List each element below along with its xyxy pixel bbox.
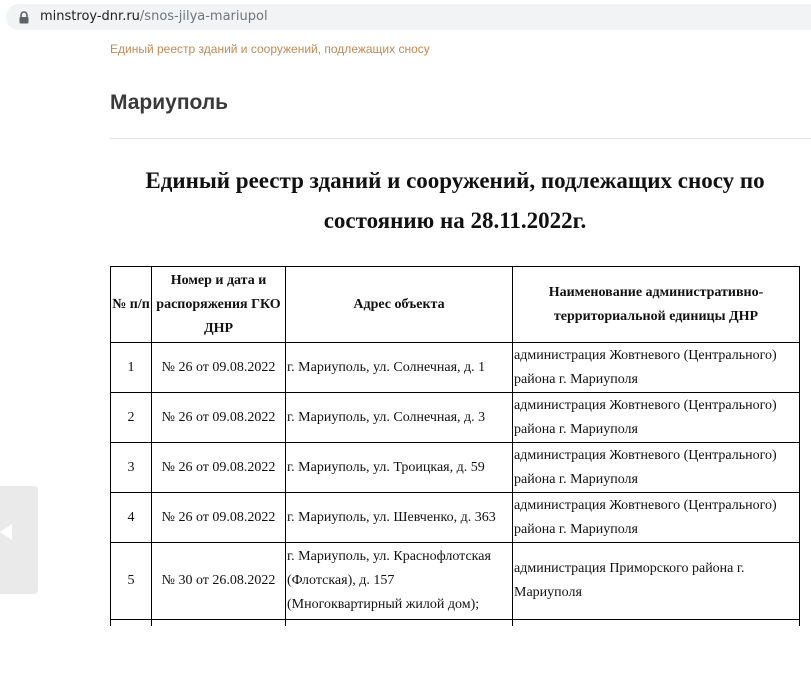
url-host: minstroy-dnr.ru [40, 9, 140, 24]
row-admin: администрация Приморского района г. Мариуполя [513, 543, 800, 620]
row-admin: администрация Жовтневого (Центрального) района г. Мариуполя [513, 343, 800, 393]
row-address: г. Мариуполь, ул. Краснофлотская (Флотская), д. 157 (Многоквартирный жилой дом); [286, 543, 513, 620]
address-bar[interactable] [6, 4, 811, 30]
row-num: 5 [111, 543, 152, 620]
title-divider [110, 138, 811, 139]
breadcrumb-link[interactable]: Единый реестр зданий и сооружений, подлежащих сносу [110, 42, 430, 56]
row-address: г. Мариуполь, ул. Шевченко, д. 363 [286, 493, 513, 543]
row-order: № 26 от 09.08.2022 [152, 443, 286, 493]
row-num: 3 [111, 443, 152, 493]
row-admin: администрация Жовтневого (Центрального) района г. Мариуполя [513, 393, 800, 443]
registry-table [110, 266, 800, 670]
table-row [111, 393, 800, 443]
row-order: № 26 от 09.08.2022 [152, 393, 286, 443]
table-row [111, 343, 800, 393]
header-admin: Наименование административно-территориальной единицы ДНР [513, 267, 800, 343]
document-heading-line2: состоянию на 28.11.2022г. [323, 208, 587, 233]
url-path: /snos-jilya-mariupol [139, 9, 268, 24]
page-title: Мариуполь [110, 91, 229, 114]
row-order: № 26 от 09.08.2022 [152, 343, 286, 393]
arrow-left-icon [0, 524, 12, 540]
row-num: 2 [111, 393, 152, 443]
row-address: г. Мариуполь, ул. Солнечная, д. 1 [286, 343, 513, 393]
table-cutoff-mask [0, 626, 811, 688]
table-row [111, 493, 800, 543]
row-num: 4 [111, 493, 152, 543]
row-admin: администрация Жовтневого (Центрального) района г. Мариуполя [513, 443, 800, 493]
url-text[interactable] [40, 9, 268, 25]
lock-icon[interactable] [18, 11, 30, 24]
row-address: г. Мариуполь, ул. Троицкая, д. 59 [286, 443, 513, 493]
document-heading [110, 161, 800, 241]
row-num: 1 [111, 343, 152, 393]
header-address: Адрес объекта [286, 267, 513, 343]
header-num: № п/п [111, 267, 152, 343]
table-row [111, 543, 800, 620]
table-row [111, 443, 800, 493]
header-order: Номер и дата и распоряжения ГКО ДНР [152, 267, 286, 343]
document-heading-line1: Единый реестр зданий и сооружений, подлежащих сносу по [145, 168, 765, 193]
side-scroll-widget[interactable] [0, 486, 38, 594]
row-order: № 26 от 09.08.2022 [152, 493, 286, 543]
row-admin: администрация Жовтневого (Центрального) района г. Мариуполя [513, 493, 800, 543]
row-order: № 30 от 26.08.2022 [152, 543, 286, 620]
row-address: г. Мариуполь, ул. Солнечная, д. 3 [286, 393, 513, 443]
table-header-row [111, 267, 800, 343]
